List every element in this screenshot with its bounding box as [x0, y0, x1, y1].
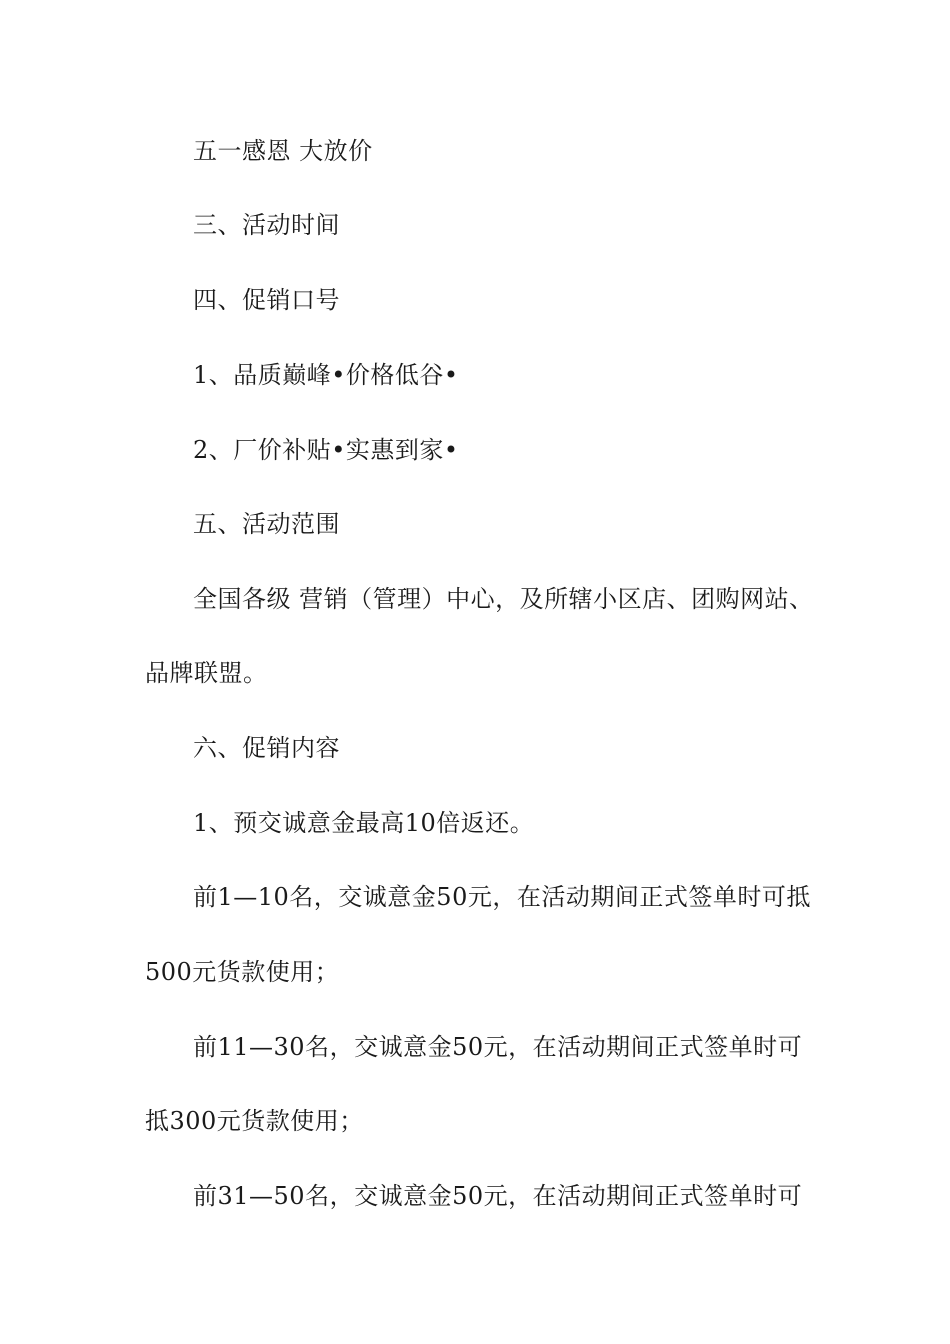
- slogan-heading: 五一感恩 大放价: [193, 137, 373, 165]
- section-heading-content: 六、促销内容: [193, 734, 340, 762]
- content-item-1: 1、预交诚意金最高10倍返还。: [193, 809, 535, 837]
- section-heading-slogan: 四、促销口号: [193, 286, 340, 314]
- tier-1-line-1: 前1—10名，交诚意金50元，在活动期间正式签单时可抵: [193, 883, 811, 911]
- slogan-item-1: 1、品质巅峰•价格低谷•: [193, 361, 459, 389]
- section-heading-scope: 五、活动范围: [193, 510, 340, 538]
- slogan-item-2: 2、厂价补贴•实惠到家•: [193, 436, 459, 464]
- tier-1-line-2: 500元货款使用；: [145, 958, 340, 986]
- scope-paragraph-line-1: 全国各级 营销（管理）中心，及所辖小区店、团购网站、: [193, 585, 814, 613]
- tier-2-line-1: 前11—30名，交诚意金50元，在活动期间正式签单时可: [193, 1033, 803, 1061]
- tier-2-line-2: 抵300元货款使用；: [145, 1107, 364, 1135]
- scope-paragraph-line-2: 品牌联盟。: [145, 659, 268, 687]
- section-heading-time: 三、活动时间: [193, 211, 340, 239]
- tier-3-line-1: 前31—50名，交诚意金50元，在活动期间正式签单时可: [193, 1182, 803, 1210]
